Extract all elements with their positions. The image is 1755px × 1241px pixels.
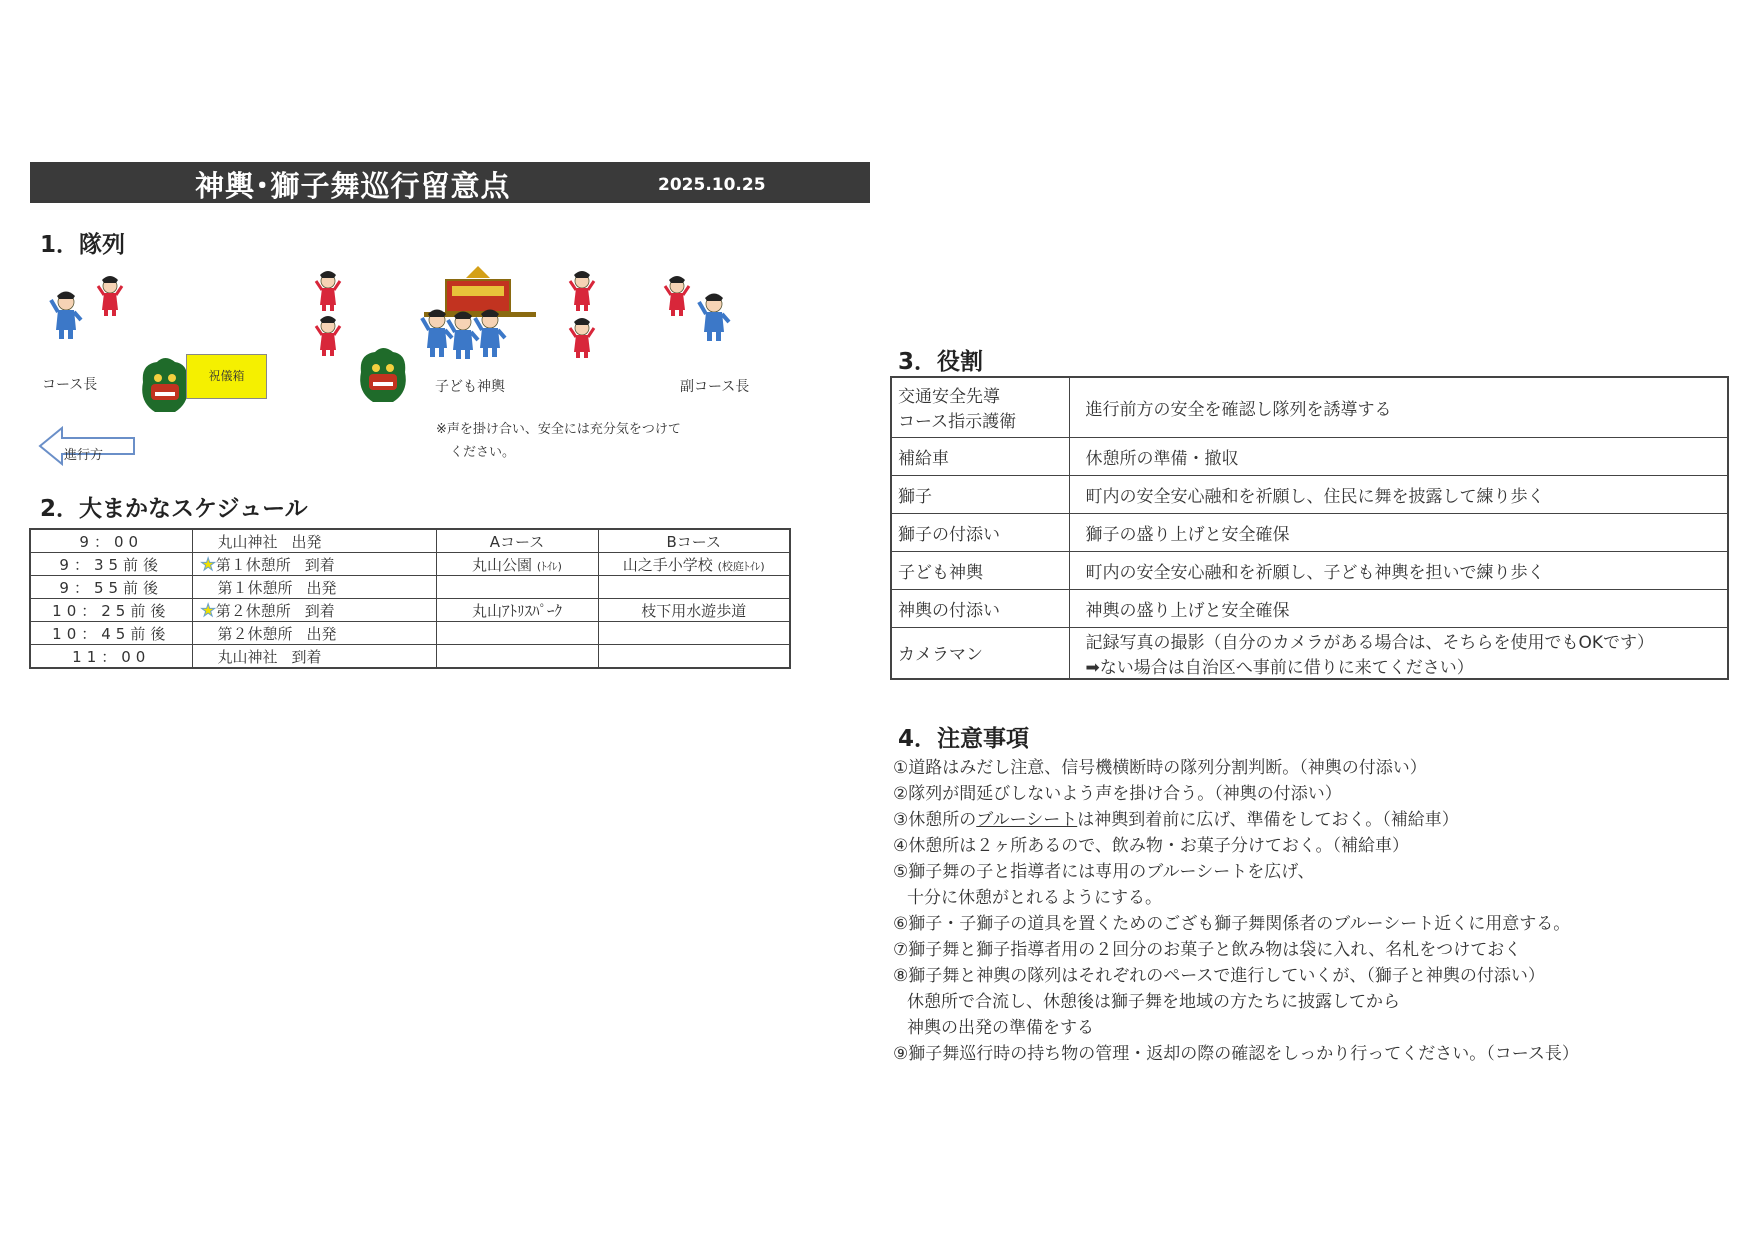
course-leader-figure xyxy=(51,292,81,340)
course-a-cell xyxy=(436,576,598,599)
schedule-action: 到着 xyxy=(291,647,322,666)
schedule-time: 9：55前後 xyxy=(30,576,192,599)
star-icon: ★ xyxy=(200,554,216,575)
section4-heading: 4．注意事項 xyxy=(898,726,1030,752)
course-b-cell xyxy=(598,645,790,669)
note-item: ⑦獅子舞と獅子指導者用の２回分のお菓子と飲み物は袋に入れ、名札をつけておく xyxy=(893,940,1522,960)
schedule-place: 第２休憩所 xyxy=(217,624,293,643)
table-row xyxy=(891,627,1728,679)
star-icon: ★ xyxy=(200,600,216,621)
course-a-cell xyxy=(436,645,598,669)
note-item: ③休憩所のブルーシートは神輿到着前に広げ、準備をしておく。（補給車） xyxy=(893,810,1459,830)
schedule-event xyxy=(192,576,436,599)
schedule-action: 到着 xyxy=(304,555,335,574)
course-a-cell: Aコース xyxy=(436,529,598,553)
vice-course-leader-figure xyxy=(699,294,729,342)
section2-heading: 2．大まかなスケジュール xyxy=(40,496,308,522)
role-description: 進行前方の安全を確認し隊列を誘導する xyxy=(1069,377,1728,437)
schedule-event xyxy=(192,529,436,553)
schedule-event xyxy=(192,622,436,645)
schedule-place: 丸山神社 xyxy=(217,647,278,666)
kids-mikoshi-label: 子ども神輿 xyxy=(435,379,505,395)
celebration-box: 祝儀箱 xyxy=(186,354,267,399)
table-row xyxy=(891,475,1728,513)
table-row xyxy=(30,645,790,669)
table-row xyxy=(30,553,790,576)
role-name: 獅子 xyxy=(891,475,1069,513)
note-item: ④休憩所は２ヶ所あるので、飲み物・お菓子分けておく。（補給車） xyxy=(893,836,1410,856)
section1-heading: 1．隊列 xyxy=(40,232,126,258)
note-item: ⑥獅子・子獅子の道具を置くためのござも獅子舞関係者のブルーシート近くに用意する。 xyxy=(893,914,1571,934)
safety-note: ※声を掛け合い、安全には充分気をつけて ください。 xyxy=(436,422,681,460)
section3-heading: 3．役割 xyxy=(898,349,984,375)
notes-list xyxy=(893,755,1733,1067)
note-item: 休憩所で合流し、休憩後は獅子舞を地域の方たちに披露してから xyxy=(907,992,1400,1012)
roles-table xyxy=(890,376,1729,680)
table-row xyxy=(891,551,1728,589)
schedule-time: 10：25前後 xyxy=(30,599,192,622)
schedule-place: 第１休憩所 xyxy=(217,578,293,597)
schedule-place: 第２休憩所 xyxy=(215,601,291,620)
schedule-place: 丸山神社 xyxy=(217,532,278,551)
note-item: ⑧獅子舞と神輿の隊列はそれぞれのペースで進行していくが、（獅子と神輿の付添い） xyxy=(893,966,1545,986)
note-item: ⑨獅子舞巡行時の持ち物の管理・返却の際の確認をしっかり行ってください。（コース長） xyxy=(893,1044,1579,1064)
schedule-event xyxy=(192,645,436,669)
schedule-event xyxy=(192,599,436,622)
lion-figure xyxy=(142,358,188,412)
role-name: 子ども神輿 xyxy=(891,551,1069,589)
role-name: カメラマン xyxy=(891,627,1069,679)
course-a-cell: 丸山ｱﾄﾘｽﾊﾟｰｸ xyxy=(436,599,598,622)
table-row xyxy=(891,377,1728,437)
role-description: 神輿の盛り上げと安全確保 xyxy=(1069,589,1728,627)
role-name: 獅子の付添い xyxy=(891,513,1069,551)
table-row xyxy=(891,437,1728,475)
note-item: 十分に休憩がとれるようにする。 xyxy=(907,888,1162,908)
note-item: 神輿の出発の準備をする xyxy=(907,1018,1094,1038)
schedule-action: 出発 xyxy=(291,532,322,551)
page-date: 2025.10.25 xyxy=(658,175,766,195)
title-bar xyxy=(30,162,870,203)
note-item: ②隊列が間延びしないよう声を掛け合う。（神輿の付添い） xyxy=(893,784,1342,804)
table-row xyxy=(891,513,1728,551)
course-leader-label: コース長 xyxy=(42,377,98,393)
role-name: 補給車 xyxy=(891,437,1069,475)
course-b-cell: 枝下用水遊歩道 xyxy=(598,599,790,622)
schedule-time: 9：35前後 xyxy=(30,553,192,576)
page-title: 神輿･獅子舞巡行留意点 xyxy=(195,169,511,203)
schedule-place: 第１休憩所 xyxy=(215,555,291,574)
schedule-time: 9：00 xyxy=(30,529,192,553)
schedule-action: 到着 xyxy=(304,601,335,620)
mikoshi-figure xyxy=(424,266,536,317)
schedule-event xyxy=(192,553,436,576)
table-row xyxy=(30,622,790,645)
course-b-cell: 山之手小学校 (校庭ﾄｲﾚ) xyxy=(598,553,790,576)
table-row xyxy=(30,529,790,553)
direction-label: 進行方 xyxy=(64,448,104,463)
role-description: 休憩所の準備・撤収 xyxy=(1069,437,1728,475)
course-a-cell xyxy=(436,622,598,645)
table-row xyxy=(891,589,1728,627)
note-item: ⑤獅子舞の子と指導者には専用のブルーシートを広げ、 xyxy=(893,862,1315,882)
role-description: 町内の安全安心融和を祈願し、子ども神輿を担いで練り歩く xyxy=(1069,551,1728,589)
schedule-time: 11：00 xyxy=(30,645,192,669)
role-description: 記録写真の撮影（自分のカメラがある場合は、そちらを使用でもOKです） ➡ない場合は自治区へ事前に借りに来てください） xyxy=(1069,627,1728,679)
vice-course-leader-label: 副コース長 xyxy=(680,379,750,395)
table-row xyxy=(30,576,790,599)
role-description: 獅子の盛り上げと安全確保 xyxy=(1069,513,1728,551)
role-name: 交通安全先導 コース指示護衛 xyxy=(891,377,1069,437)
schedule-table xyxy=(29,528,791,669)
role-name: 神輿の付添い xyxy=(891,589,1069,627)
procession-illustration xyxy=(0,260,880,420)
note-item: ①道路はみだし注意、信号機横断時の隊列分割判断。（神輿の付添い） xyxy=(893,758,1427,778)
course-b-cell xyxy=(598,576,790,599)
table-row xyxy=(30,599,790,622)
course-a-cell: 丸山公園 (ﾄｲﾚ) xyxy=(436,553,598,576)
schedule-time: 10：45前後 xyxy=(30,622,192,645)
schedule-action: 出発 xyxy=(306,624,337,643)
course-b-cell xyxy=(598,622,790,645)
role-description: 町内の安全安心融和を祈願し、住民に舞を披露して練り歩く xyxy=(1069,475,1728,513)
course-b-cell: Bコース xyxy=(598,529,790,553)
schedule-action: 出発 xyxy=(306,578,337,597)
